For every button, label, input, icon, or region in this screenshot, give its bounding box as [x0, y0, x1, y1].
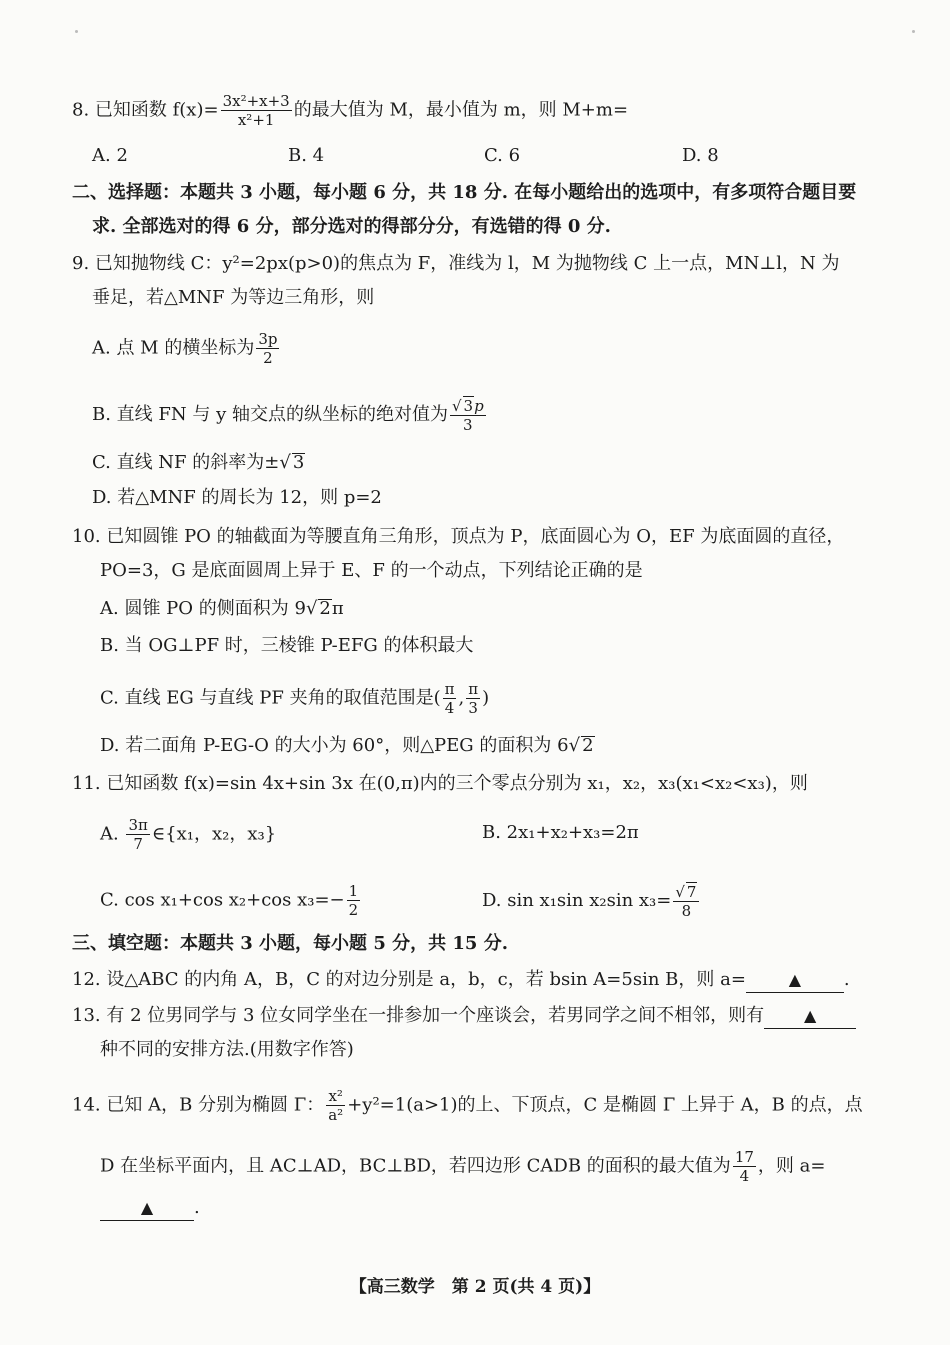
q8-option-d: D. 8	[682, 145, 719, 166]
q10-a-text: A. 圆锥 PO 的侧面积为 9	[100, 598, 306, 619]
q14-answer-blank[interactable]	[100, 1196, 194, 1221]
q9-b-root: 3	[463, 397, 474, 415]
q14-numerator: x²	[326, 1087, 345, 1106]
triangle-icon: ▲	[803, 1006, 817, 1025]
section-2-heading-line2: 求. 全部选对的得 6 分，部分选对的得部分分，有选错的得 0 分.	[92, 216, 611, 237]
q9-a-fraction	[256, 330, 279, 367]
q11-a-fraction	[126, 816, 149, 853]
q9-stem-line2: 垂足，若△MNF 为等边三角形，则	[92, 287, 375, 308]
q8-option-c: C. 6	[484, 145, 521, 166]
q10-a-tail: π	[331, 598, 344, 619]
q9-option-d: D. 若△MNF 的周长为 12，则 p=2	[92, 487, 382, 508]
q8-option-b: B. 4	[288, 145, 325, 166]
q10-c-denominator-2: 3	[468, 699, 478, 717]
q9-option-b	[92, 396, 488, 434]
q9-b-numerator-tail: p	[474, 397, 484, 415]
q12	[72, 968, 850, 993]
q9-b-denominator: 3	[463, 416, 473, 434]
q9-c-root: 3	[292, 452, 305, 473]
q11-option-b: B. 2x₁+x₂+x₃=2π	[482, 822, 639, 843]
q11-a-tail: ∈{x₁，x₂，x₃}	[151, 823, 277, 845]
q12-text: 12. 设△ABC 的内角 A，B，C 的对边分别是 a，b，c，若 bsin A=5sin B，则 a=	[72, 969, 746, 990]
q14-line2-text: D 在坐标平面内，且 AC⊥AD，BC⊥BD，若四边形 CADB 的面积的最大值为	[100, 1155, 731, 1177]
q14-denominator: a²	[328, 1106, 344, 1124]
q10-c-numerator-2: π	[468, 680, 479, 698]
q9-option-c: C. 直线 NF 的斜率为±√ 3	[92, 452, 305, 473]
q9-a-text: A. 点 M 的横坐标为	[92, 337, 255, 359]
q9-b-fraction	[450, 396, 486, 434]
page-footer: 【高三数学 第 2 页(共 4 页)】	[349, 1277, 601, 1297]
q11-option-d	[482, 882, 701, 920]
q14-line1	[72, 1087, 863, 1124]
q10-c-fraction-2	[466, 680, 480, 717]
q11-d-denominator: 8	[681, 902, 692, 920]
q11-option-c	[100, 882, 362, 919]
q11-stem: 11. 已知函数 f(x)=sin 4x+sin 3x 在(0,π)内的三个零点分别为 x₁，x₂，x₃(x₁<x₂<x₃)，则	[72, 773, 808, 794]
q10-c-text: C. 直线 EG 与直线 PF 夹角的取值范围是(	[100, 687, 441, 709]
q14-prefix: 14. 已知 A，B 分别为椭圆 Γ：	[72, 1094, 325, 1116]
q9-option-a	[92, 330, 281, 367]
q13-text: 13. 有 2 位男同学与 3 位女同学坐在一排参加一个座谈会，若男同学之间不相邻，则有	[72, 1005, 765, 1026]
q9-a-denominator: 2	[263, 349, 273, 367]
q10-option-b: B. 当 OG⊥PF 时，三棱锥 P-EFG 的体积最大	[100, 635, 474, 656]
q11-a-numerator: 3π	[128, 816, 148, 834]
q10-stem-line1: 10. 已知圆锥 PO 的轴截面为等腰直角三角形，顶点为 P，底面圆心为 O，EF 为底面圆的直径，	[72, 526, 845, 547]
q9-a-numerator: 3p	[258, 330, 278, 348]
q8-option-a: A. 2	[92, 145, 128, 166]
q10-c-numerator-1: π	[444, 680, 455, 698]
q10-c-fraction-1	[443, 680, 457, 717]
q14-suffix: +y²=1(a>1)的上、下顶点，C 是椭圆 Γ 上异于 A，B 的点，点	[347, 1094, 863, 1116]
q9-c-text: C. 直线 NF 的斜率为±	[92, 452, 280, 473]
question-8	[72, 92, 628, 129]
q14-tail: .	[194, 1197, 200, 1218]
q14-line2	[100, 1148, 825, 1185]
q11-a-prefix: A.	[100, 823, 125, 845]
q10-d-root: 2	[582, 735, 594, 756]
q14-line2-denominator: 4	[739, 1167, 750, 1185]
q13-answer-blank[interactable]	[764, 1004, 856, 1029]
q8-prefix: 8. 已知函数 f(x)=	[72, 99, 219, 121]
q8-fraction	[221, 92, 292, 129]
q11-c-denominator: 2	[348, 901, 359, 919]
q10-stem-line2: PO=3，G 是底面圆周上异于 E、F 的一个动点，下列结论正确的是	[100, 560, 643, 581]
triangle-icon: ▲	[788, 970, 802, 989]
q12-answer-blank[interactable]	[746, 968, 844, 993]
q14-line3	[100, 1196, 200, 1221]
q9-b-text: B. 直线 FN 与 y 轴交点的纵坐标的绝对值为	[92, 404, 448, 425]
q11-d-text: D. sin x₁sin x₂sin x₃=	[482, 890, 672, 911]
q11-option-a	[100, 816, 276, 853]
q11-d-fraction	[673, 882, 699, 920]
q13-line1	[72, 1004, 856, 1029]
triangle-icon: ▲	[140, 1198, 154, 1217]
q10-option-a: A. 圆锥 PO 的侧面积为 9√ 2π	[100, 598, 344, 619]
q13-line2: 种不同的安排方法.(用数字作答)	[100, 1039, 354, 1060]
q10-a-root: 2	[319, 598, 331, 619]
section-2-heading-line1: 二、选择题：本题共 3 小题，每小题 6 分，共 18 分. 在每小题给出的选项中，有多项符合题目要	[72, 182, 857, 203]
q10-c-denominator-1: 4	[444, 699, 455, 717]
q11-d-numerator: √ 7	[673, 882, 699, 902]
q14-fraction	[326, 1087, 345, 1124]
q9-stem-line1: 9. 已知抛物线 C：y²=2px(p>0)的焦点为 F，准线为 l，M 为抛物线 C 上一点，MN⊥l，N 为	[72, 253, 840, 274]
scan-speck	[75, 30, 78, 33]
q11-c-numerator: 1	[348, 882, 359, 900]
q10-d-text: D. 若二面角 P-EG-O 的大小为 60°，则△PEG 的面积为 6	[100, 735, 569, 756]
q10-option-c: C. 直线 EG 与直线 PF 夹角的取值范围是( $\frac{\pi}{4}$ , $\frac{\pi}{3}$ )	[100, 680, 490, 717]
q9-b-numerator: √ 3p	[451, 397, 484, 415]
q12-tail: .	[843, 969, 850, 990]
q10-option-d: D. 若二面角 P-EG-O 的大小为 60°，则△PEG 的面积为 6√ 2	[100, 735, 594, 756]
q11-c-text: C. cos x₁+cos x₂+cos x₃=−	[100, 889, 345, 911]
section-3-heading: 三、填空题：本题共 3 小题，每小题 5 分，共 15 分.	[72, 933, 508, 954]
q14-line2-tail: ，则 a=	[757, 1155, 826, 1177]
q8-numerator: 3x²+x+3	[222, 92, 290, 110]
q10-c-tail: )	[482, 687, 490, 709]
q11-a-denominator: 7	[133, 835, 143, 853]
q8-denominator: x²+1	[237, 111, 275, 129]
q8-suffix: 的最大值为 M，最小值为 m，则 M+m=	[293, 99, 629, 121]
q14-line2-numerator: 17	[734, 1148, 754, 1166]
q11-c-fraction	[347, 882, 361, 919]
scan-speck	[912, 30, 915, 33]
q11-d-root: 7	[686, 883, 697, 901]
q14-line2-fraction	[733, 1148, 756, 1185]
